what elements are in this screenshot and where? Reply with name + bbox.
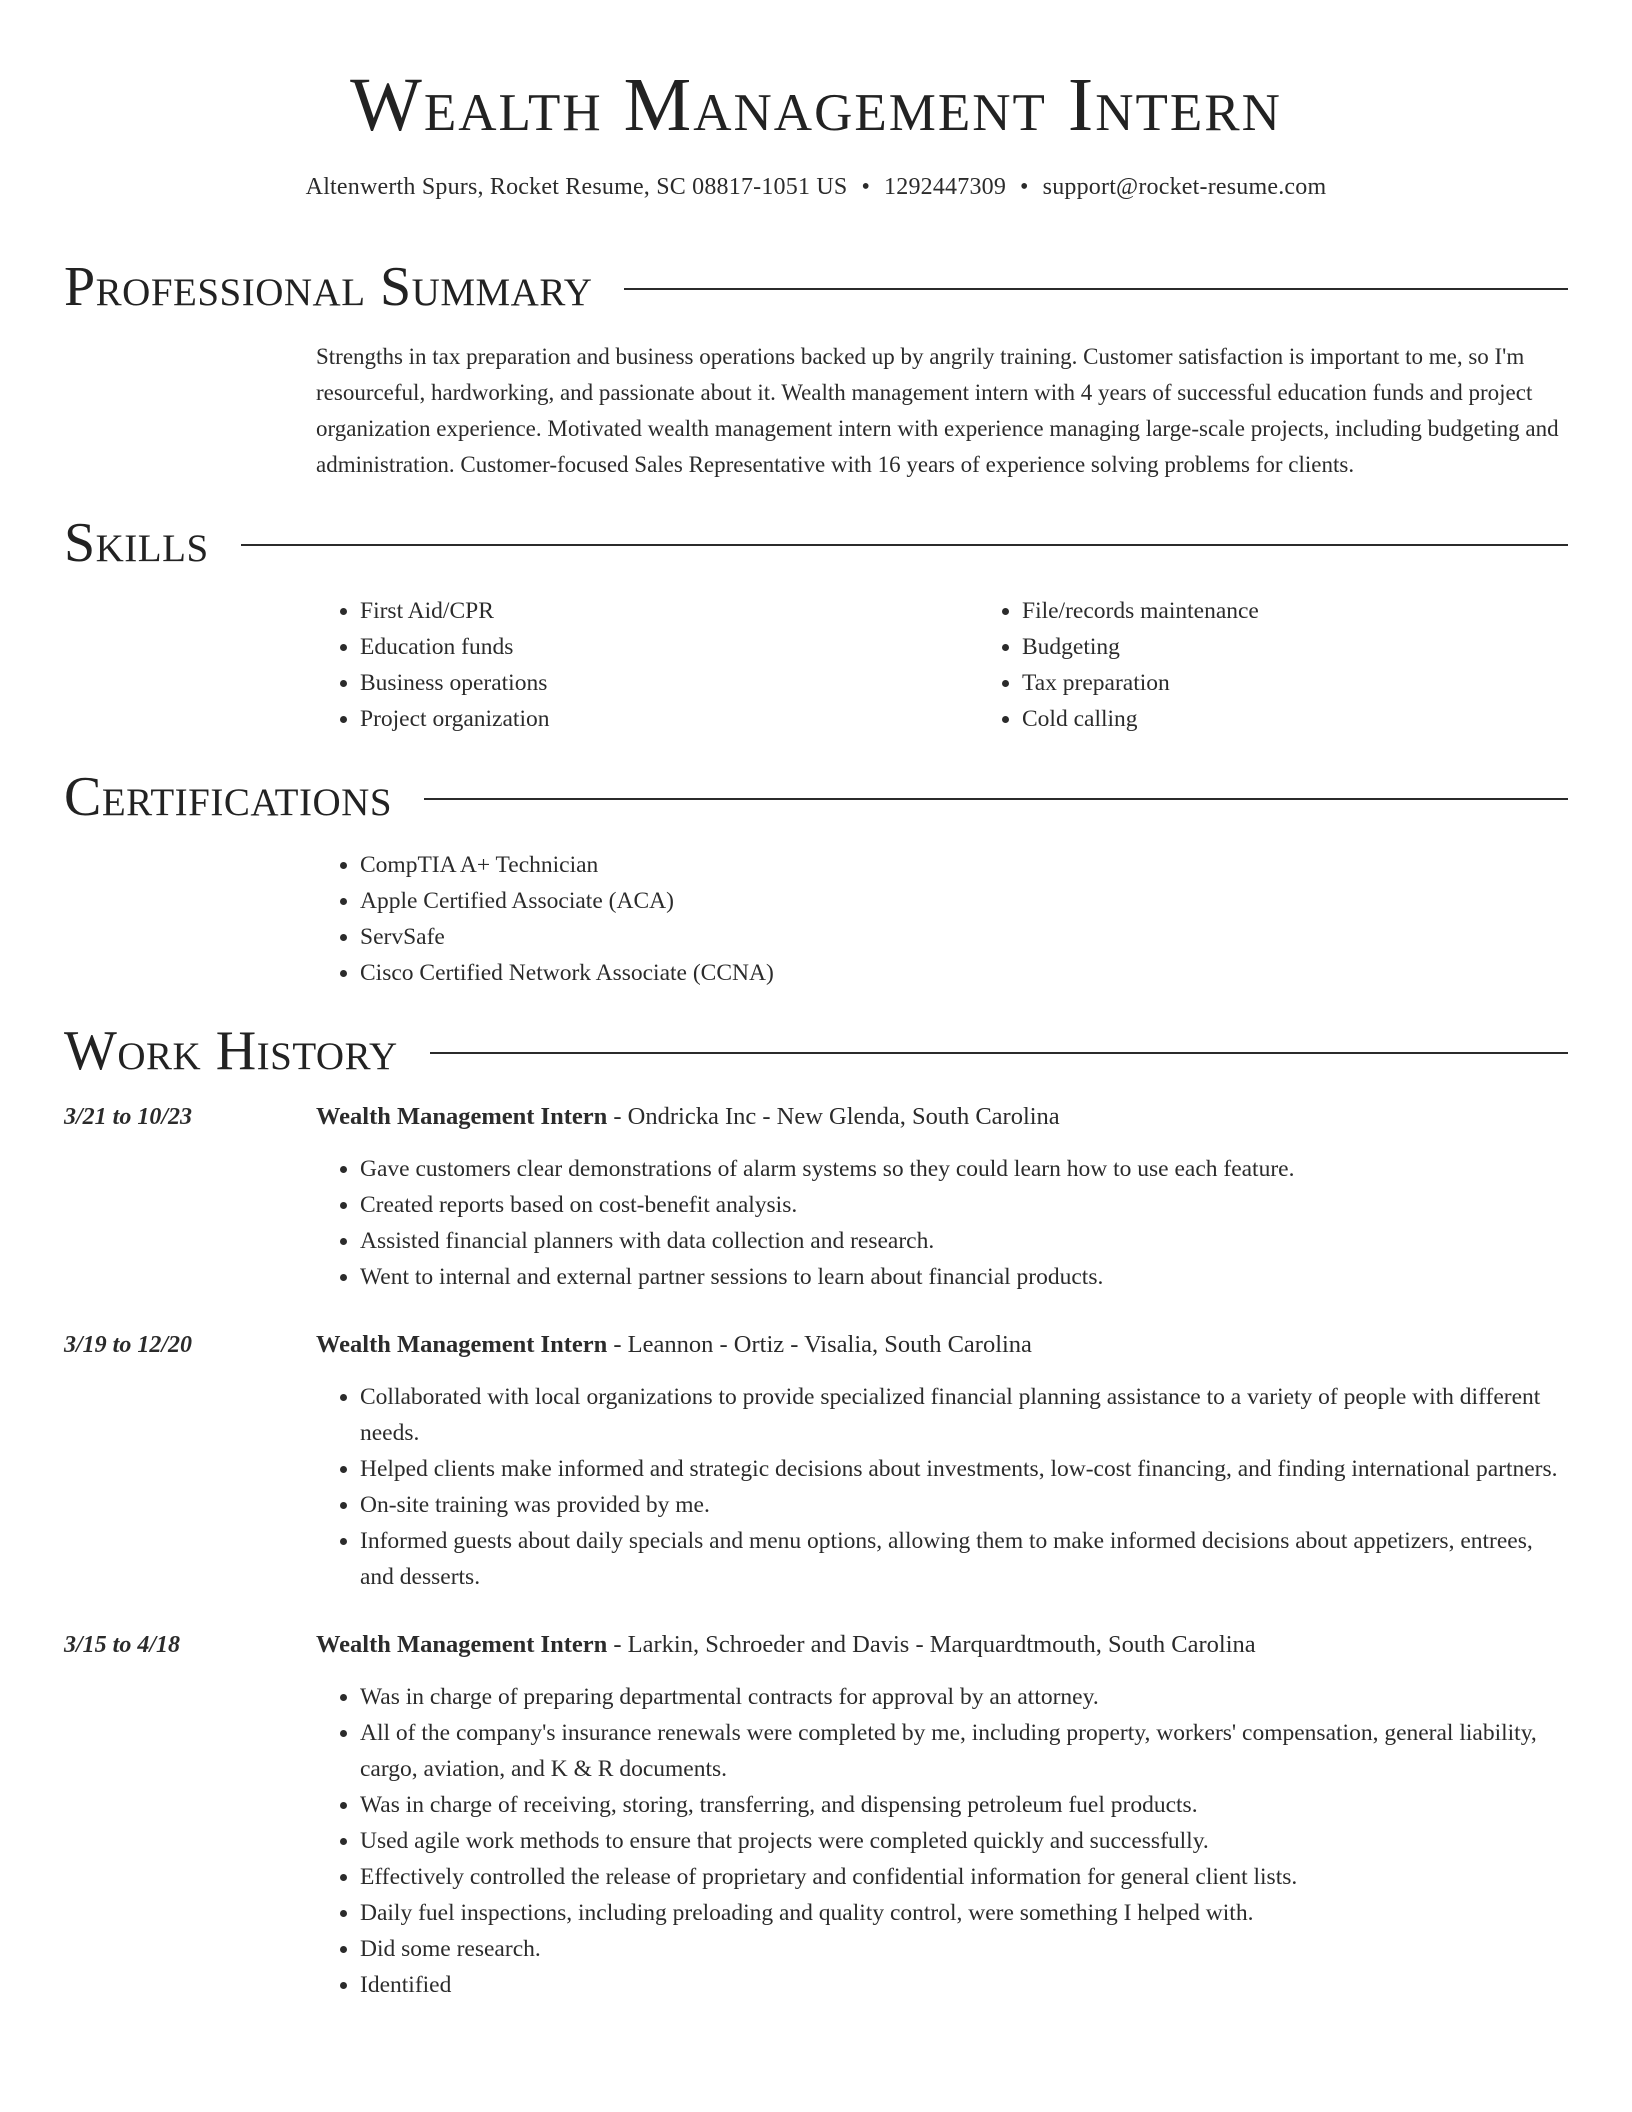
contact-separator: • — [861, 174, 871, 200]
job-bullet: • Did some research. — [360, 1931, 1568, 1967]
skill-item: • Cold calling — [1022, 701, 1632, 737]
job-entry — [64, 1099, 1568, 1295]
job-bullets — [316, 1679, 1568, 2003]
certifications-section-header — [64, 767, 1568, 827]
contact-line — [64, 174, 1568, 201]
job-bullets — [316, 1379, 1568, 1595]
certification-item: • CompTIA A+ Technician — [360, 847, 1568, 883]
job-entry — [64, 1627, 1568, 2003]
job-dates: 3/15 to 4/18 — [64, 1632, 181, 1658]
section-divider — [241, 544, 1568, 546]
work-heading: Work History — [64, 1020, 398, 1082]
certification-item: • Cisco Certified Network Associate (CCNA) — [360, 955, 1568, 991]
contact-address: Altenwerth Spurs, Rocket Resume, SC 08817-1051 US — [305, 174, 848, 200]
certification-item: • Apple Certified Associate (ACA) — [360, 883, 1568, 919]
job-bullet: • Used agile work methods to ensure that projects were completed quickly and successfully. — [360, 1823, 1568, 1859]
job-role: Wealth Management Intern — [316, 1331, 608, 1358]
skills-section-header — [64, 513, 1568, 573]
summary-section-header — [64, 257, 1568, 317]
resume-name: Wealth Management Intern — [350, 63, 1282, 147]
job-entry — [64, 1327, 1568, 1595]
certifications-list — [316, 847, 1568, 991]
skills-heading: Skills — [64, 512, 209, 574]
job-bullet: • Created reports based on cost-benefit analysis. — [360, 1187, 1568, 1223]
skill-item: • Business operations — [360, 665, 978, 701]
job-bullets — [316, 1151, 1568, 1295]
skills-column-right — [978, 593, 1632, 737]
summary-text: Strengths in tax preparation and business operations backed up by angrily training. Customer satisfaction is important to me, so I'm resourceful, hardworking, and passionate about it. Wealth management intern with 4 years of successful education funds and project organization experience. Motivated wealth management intern with experience managing large-scale projects, including budgeting and administration. Customer-focused Sales Representative with 16 years of experience solving problems for clients. — [316, 344, 1559, 477]
job-dates: 3/21 to 10/23 — [64, 1104, 193, 1130]
skill-item: • Budgeting — [1022, 629, 1632, 665]
certification-item: • ServSafe — [360, 919, 1568, 955]
skill-item: • File/records maintenance — [1022, 593, 1632, 629]
job-dates: 3/19 to 12/20 — [64, 1332, 193, 1358]
section-divider — [430, 1052, 1568, 1054]
job-bullet: • Identified — [360, 1967, 1568, 2003]
skills-column-left — [316, 593, 978, 737]
contact-email: support@rocket-resume.com — [1042, 174, 1327, 200]
job-content — [316, 1099, 1568, 1295]
job-content — [316, 1627, 1568, 2003]
skill-item: • Project organization — [360, 701, 978, 737]
job-bullet: • Informed guests about daily specials and menu options, allowing them to make informed decisions about appetizers, entrees, and desserts. — [360, 1523, 1568, 1595]
job-details: - Ondricka Inc - New Glenda, South Carolina — [607, 1103, 1060, 1130]
job-details: - Leannon - Ortiz - Visalia, South Carolina — [607, 1331, 1032, 1358]
job-title-line — [316, 1099, 1568, 1135]
job-bullet: • Daily fuel inspections, including preloading and quality control, were something I helped with. — [360, 1895, 1568, 1931]
job-bullet: • Collaborated with local organizations to provide specialized financial planning assistance to a variety of people with different needs. — [360, 1379, 1568, 1451]
job-bullet: • All of the company's insurance renewals were completed by me, including property, workers' compensation, general liability, cargo, aviation, and K & R documents. — [360, 1715, 1568, 1787]
certifications-bullets — [316, 847, 1568, 991]
job-bullet: • Effectively controlled the release of proprietary and confidential information for general client lists. — [360, 1859, 1568, 1895]
skill-item: • Education funds — [360, 629, 978, 665]
job-title-line — [316, 1627, 1568, 1663]
job-role: Wealth Management Intern — [316, 1103, 608, 1130]
summary-heading: Professional Summary — [64, 256, 593, 318]
skills-list — [316, 593, 1568, 737]
job-bullet: • Was in charge of receiving, storing, transferring, and dispensing petroleum fuel products. — [360, 1787, 1568, 1823]
contact-phone: 1292447309 — [884, 174, 1007, 200]
skill-item: • First Aid/CPR — [360, 593, 978, 629]
work-section-header — [64, 1021, 1568, 1081]
section-divider — [424, 798, 1568, 800]
work-history-list — [64, 1099, 1568, 2003]
job-bullet: • Went to internal and external partner sessions to learn about financial products. — [360, 1259, 1568, 1295]
section-divider — [624, 288, 1568, 290]
job-bullet: • Gave customers clear demonstrations of alarm systems so they could learn how to use each feature. — [360, 1151, 1568, 1187]
job-role: Wealth Management Intern — [316, 1631, 608, 1658]
skill-item: • Tax preparation — [1022, 665, 1632, 701]
certifications-heading: Certifications — [64, 766, 393, 828]
job-bullet: • On-site training was provided by me. — [360, 1487, 1568, 1523]
contact-separator: • — [1020, 174, 1029, 200]
job-bullet: • Helped clients make informed and strategic decisions about investments, low-cost financing, and finding international partners. — [360, 1451, 1568, 1487]
job-details: - Larkin, Schroeder and Davis - Marquardtmouth, South Carolina — [607, 1631, 1256, 1658]
job-bullet: • Assisted financial planners with data collection and research. — [360, 1223, 1568, 1259]
job-title-line — [316, 1327, 1568, 1363]
job-bullet: • Was in charge of preparing departmental contracts for approval by an attorney. — [360, 1679, 1568, 1715]
job-content — [316, 1327, 1568, 1595]
